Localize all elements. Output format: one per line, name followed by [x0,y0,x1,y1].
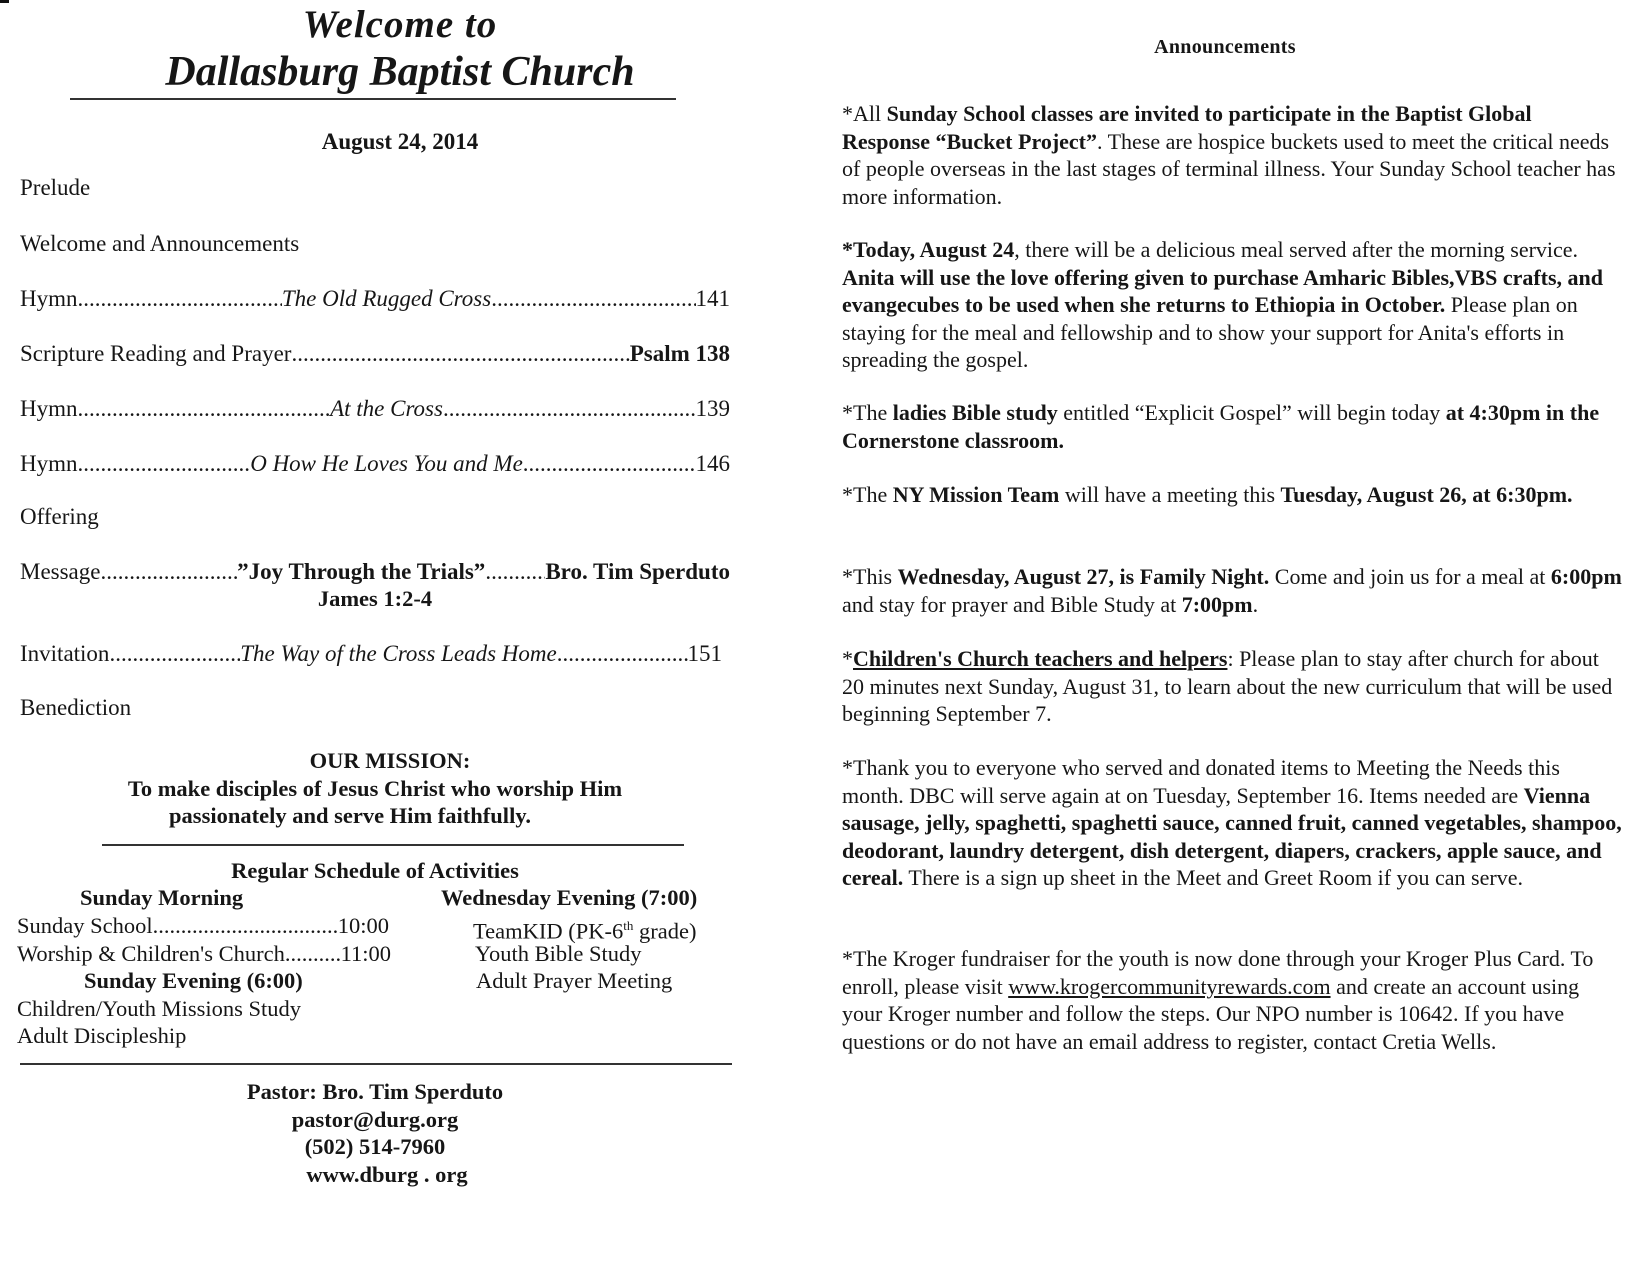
announcement-meal [842,236,1622,374]
hymn-1-number: 141 [695,286,731,311]
invitation-number: 151 [687,641,722,666]
teamkid-superscript: th [623,918,634,933]
text-bold: ladies Bible study [892,400,1058,425]
text: *This [842,564,898,589]
text: will have a meeting this [1059,482,1281,507]
text-bold: 7:00pm [1181,591,1253,617]
mission-heading: OUR MISSION: [309,748,471,773]
pastor-divider [20,1063,732,1065]
mission-line-1: To make disciples of Jesus Christ who worship Him [127,776,623,801]
announcement-family-night [842,563,1622,618]
worship-label: Worship & Children's Church [17,941,285,966]
text: *The Kroger fundraiser for the youth is now done through your Kroger Plus Card. To enroll, please visit [842,946,1594,999]
announcements-heading: Announcements [1154,36,1296,58]
service-date: August 24, 2014 [321,129,479,154]
church-name: Dallasburg Baptist Church [165,49,635,95]
text: *The [842,400,893,425]
pastor-email: pastor@durg.org [291,1107,459,1132]
text: : Please plan to stay after church for about 20 minutes next Sunday, August 31, to learn about the new curriculum that will be used beginning September 7. [842,646,1613,726]
worship-row [17,940,391,968]
pastor-name: Pastor: Bro. Tim Sperduto [246,1079,504,1104]
hymn-2 [20,395,730,423]
scripture-reading [20,340,730,368]
schedule-heading: Regular Schedule of Activities [231,858,519,883]
church-website: www.dburg . org [306,1162,468,1187]
message [20,558,730,586]
hymn-3-title: O How He Loves You and Me [250,451,523,476]
hymn-1-label: Hymn [20,286,78,311]
benediction: Benediction [20,695,132,720]
text-bold: NY Mission Team [892,482,1060,507]
hymn-1 [20,285,730,313]
title-divider [70,98,676,100]
text-bold: *Today, August 24 [842,237,1015,262]
text: *All [842,101,887,126]
text: Please plan on staying for the meal and fellowship and to show your support for Anita's efforts in spreading the gospel. [842,292,1578,372]
text-bold: Tuesday, August 26, at 6:30pm. [1280,482,1573,507]
announcement-childrens-church [842,645,1622,728]
announcement-bucket-project [842,100,1622,210]
kroger-rewards-link[interactable]: www.krogercommunityrewards.com [1008,973,1331,999]
wednesday-item-2: Adult Prayer Meeting [476,968,673,993]
mission-divider [102,844,684,846]
text-bold: Anita will use the love offering given to purchase Amharic Bibles,VBS crafts, and evangecubes to be used when she returns to Ethiopia in October. [842,264,1604,317]
text: and stay for prayer and Bible Study at [842,591,1182,617]
hymn-2-label: Hymn [20,396,78,421]
sunday-school-label: Sunday School [17,913,153,938]
text-bold: Vienna sausage, jelly, spaghetti, spaghetti sauce, canned fruit, canned vegetables, shampoo, deodorant, laundry detergent, dish detergent, diapers, crackers, apple sauce, and cereal. [842,782,1622,890]
text: . These are hospice buckets used to meet the critical needs of people overseas in the last stages of terminal illness. Your Sunday School teacher has more information. [842,128,1616,209]
hymn-2-number: 139 [695,396,731,421]
sunday-evening-item-2: Adult Discipleship [17,1023,187,1048]
text: . [1252,591,1259,617]
welcome-heading: Welcome to [302,3,498,46]
scripture-label: Scripture Reading and Prayer [20,341,292,366]
church-phone: (502) 514-7960 [304,1134,446,1159]
invitation-title: The Way of the Cross Leads Home [240,641,557,666]
prelude: Prelude [20,175,91,200]
worship-time: 11:00 [340,941,391,966]
text-bold: at 4:30pm in the Cornerstone classroom. [842,400,1600,453]
invitation-label: Invitation [20,641,110,666]
sunday-school-row [17,912,389,940]
sunday-evening-heading: Sunday Evening (6:00) [84,968,303,993]
hymn-3-number: 146 [695,451,730,476]
hymn-3-label: Hymn [20,451,78,476]
message-label: Message [20,559,101,584]
announcements-panel [820,0,1630,1275]
invitation [20,640,722,668]
text-bold: Sunday School classes are invited to participate in the Baptist Global Response “Bucket Project” [842,101,1532,154]
text: There is a sign up sheet in the Meet and Greet Room if you can serve. [903,865,1523,890]
announcement-kroger [842,945,1622,1055]
message-speaker: Bro. Tim Sperduto [545,559,730,584]
text: , there will be a delicious meal served after the morning service. [1014,237,1579,262]
wednesday-item-1: Youth Bible Study [475,941,642,966]
teamkid-label: TeamKID (PK-6 [473,918,624,944]
sunday-evening-item-1: Children/Youth Missions Study [17,996,302,1021]
text: * [842,646,853,671]
offering: Offering [20,504,99,529]
scripture-ref: Psalm 138 [629,341,730,366]
message-title: ”Joy Through the Trials” [237,559,486,584]
text: Come and join us for a meal at [1269,564,1551,589]
announcement-mission-team [842,481,1622,509]
left-panel [0,0,800,1275]
sunday-morning-heading: Sunday Morning [80,885,244,910]
text-bold: 6:00pm [1550,564,1622,589]
welcome-announcements: Welcome and Announcements [20,231,300,256]
sunday-school-time: 10:00 [337,913,389,938]
wednesday-evening-heading: Wednesday Evening (7:00) [441,885,698,910]
text-bold: Wednesday, August 27, is Family Night. [897,564,1270,589]
hymn-2-title: At the Cross [330,396,443,421]
hymn-1-title: The Old Rugged Cross [281,286,492,311]
text: and create an account using your Kroger number and follow the steps. Our NPO number is 10642. If you have questions or do not have an email address to register, contact Cretia Wells. [842,973,1580,1054]
message-passage: James 1:2-4 [317,586,433,611]
announcement-meeting-needs [842,754,1622,892]
text: *The [842,482,893,507]
announcement-ladies-study [842,399,1622,454]
text: *Thank you to everyone who served and donated items to Meeting the Needs this month. DBC will serve again at on Tuesday, September 16. Items needed are [842,755,1560,808]
hymn-3 [20,450,730,478]
mission-line-2: passionately and serve Him faithfully. [169,803,531,828]
text: entitled “Explicit Gospel” will begin today [1057,400,1446,425]
text-bold-underlined: Children's Church teachers and helpers [853,646,1228,671]
teamkid-grade: grade) [633,918,697,944]
